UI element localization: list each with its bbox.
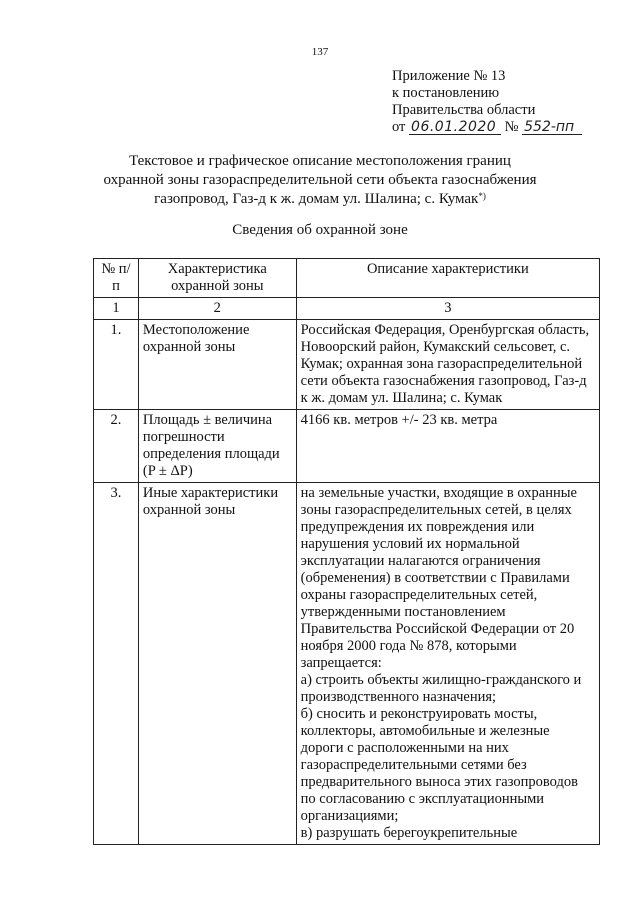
column-number-row xyxy=(94,298,600,320)
table-header-row xyxy=(94,259,600,298)
handwritten-date: 06.01.2020 xyxy=(409,120,501,135)
appendix-date-line xyxy=(392,119,582,136)
row-number: 2. xyxy=(94,410,139,483)
document-title xyxy=(60,152,580,209)
row-number: 3. xyxy=(94,483,139,845)
row-description: 4166 кв. метров +/- 23 кв. метра xyxy=(296,410,599,483)
restriction-item: а) строить объекты жилищно-гражданского и производственного назначения; xyxy=(300,672,582,705)
column-number-2: 2 xyxy=(138,298,296,320)
row-number: 1. xyxy=(94,320,139,410)
table-row xyxy=(94,320,600,410)
footnote-mark: *) xyxy=(478,191,486,201)
protected-zone-table xyxy=(93,258,600,845)
restriction-item: в) разрушать берегоукрепительные xyxy=(300,825,518,841)
appendix-line-3: Правительства области xyxy=(392,102,536,118)
number-label: № xyxy=(504,119,519,135)
table-row xyxy=(94,410,600,483)
column-number-3: 3 xyxy=(296,298,599,320)
header-description: Описание характеристики xyxy=(296,259,599,298)
row-characteristic: Площадь ± величина погрешности определения площади (P ± ΔP) xyxy=(138,410,296,483)
title-line-3 xyxy=(60,190,580,209)
title-line-1: Текстовое и графическое описание местоположения границ xyxy=(129,153,511,169)
section-subtitle: Сведения об охранной зоне xyxy=(232,222,408,238)
page-number: 137 xyxy=(311,46,329,58)
title-line-3-text: газопровод, Газ-д к ж. домам ул. Шалина; с. Кумак xyxy=(154,191,479,207)
from-label: от xyxy=(392,119,406,135)
row-description xyxy=(296,483,599,845)
header-number: № п/п xyxy=(94,259,139,298)
table-row xyxy=(94,483,600,845)
handwritten-number: 552-пп xyxy=(522,120,582,135)
row-characteristic: Местоположение охранной зоны xyxy=(138,320,296,410)
appendix-line-1: Приложение № 13 xyxy=(392,68,506,84)
restriction-intro: на земельные участки, входящие в охранные зоны газораспределительных сетей, в целях предупреждения их повреждения или нарушения условий их нормальной эксплуатации налагаются ограничения (обременения) в соответствии с Правилами охраны газораспределительных сетей, утвержденными постановлением Правительства Российской Федерации от 20 ноября 2000 года № 878, которыми запрещается: xyxy=(300,485,577,671)
row-characteristic: Иные характеристики охранной зоны xyxy=(138,483,296,845)
column-number-1: 1 xyxy=(94,298,139,320)
row-description: Российская Федерация, Оренбургская область, Новоорский район, Кумакский сельсовет, с. Кумак; охранная зона газораспределительной сети объекта газоснабжения газопровод, Газ-д к ж. домам ул. Шалина; с. Кумак xyxy=(296,320,599,410)
restriction-item: б) сносить и реконструировать мосты, коллекторы, автомобильные и железные дороги с расположенными на них газораспределительными сетями без предварительного выноса этих газопроводов по согласованию с эксплуатационными организациями; xyxy=(300,706,578,824)
title-line-2: охранной зоны газораспределительной сети объекта газоснабжения xyxy=(103,172,537,188)
appendix-block xyxy=(392,68,582,136)
appendix-line-2: к постановлению xyxy=(392,85,500,101)
header-characteristic: Характеристика охранной зоны xyxy=(138,259,296,298)
